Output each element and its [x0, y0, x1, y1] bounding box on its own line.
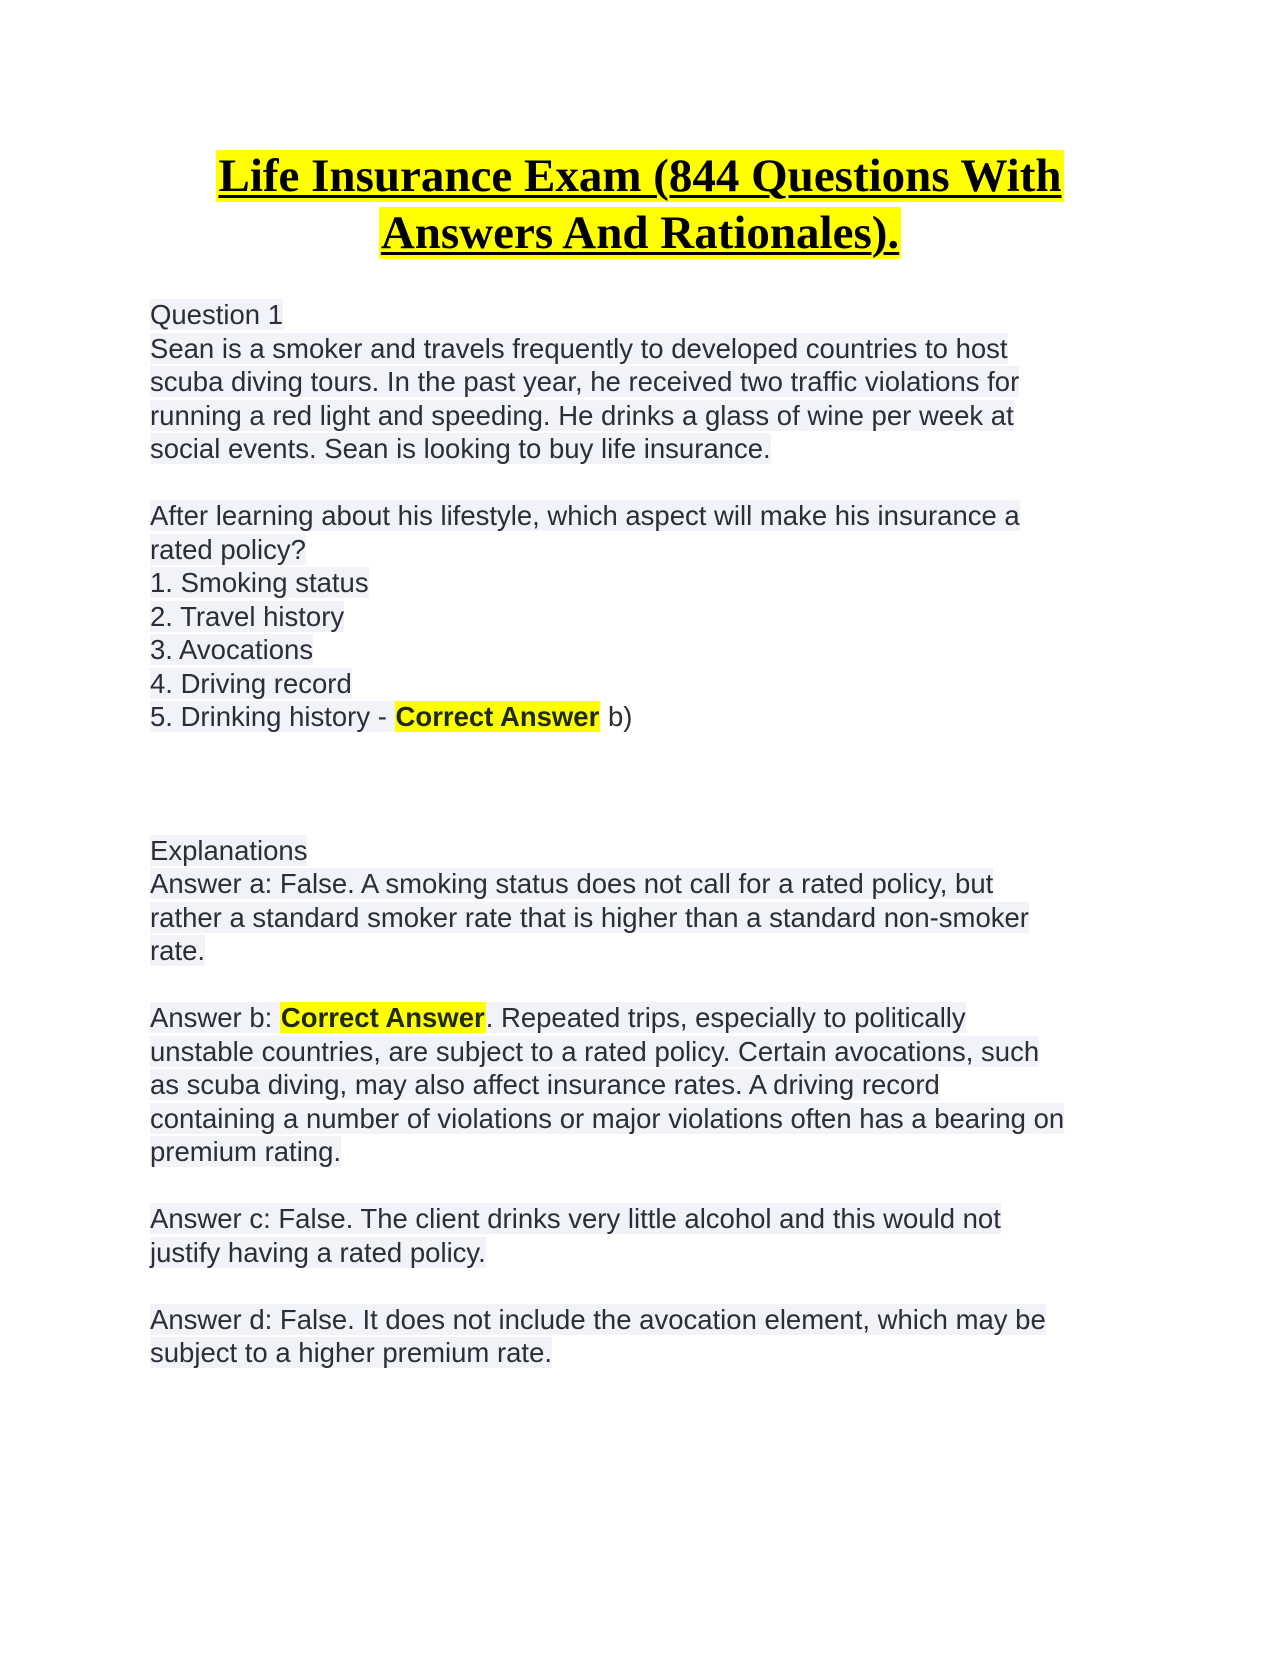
question-label: Question 1 — [150, 299, 284, 330]
document-title-continued — [100, 205, 1180, 262]
answer-b-prefix: Answer b: — [150, 1002, 280, 1033]
answer-b-line — [150, 1001, 1150, 1035]
title-line-2: Answers And Rationales). — [380, 207, 900, 259]
option-item: 4. Driving record — [150, 667, 352, 699]
option-item: 3. Avocations — [150, 634, 314, 665]
correct-answer-highlight: Correct Answer — [395, 701, 600, 732]
scenario-line: social events. Sean is looking to buy life insurance. — [150, 433, 771, 464]
scenario-line: running a red light and speeding. He drinks a glass of wine per week at — [150, 399, 1014, 431]
scenario-line: Sean is a smoker and travels frequently to developed countries to host — [150, 332, 1008, 364]
answer-b-line: containing a number of violations or major violations often has a bearing on — [150, 1102, 1065, 1134]
answer-a-line: rather a standard smoker rate that is higher than a standard non-smoker — [150, 901, 1029, 933]
option-item: 2. Travel history — [150, 600, 345, 632]
answer-c-line: Answer c: False. The client drinks very little alcohol and this would not — [150, 1203, 1001, 1234]
answer-b-line: unstable countries, are subject to a rated policy. Certain avocations, such — [150, 1035, 1040, 1067]
question-label-line — [150, 298, 1150, 332]
scenario-line: scuba diving tours. In the past year, he received two traffic violations for — [150, 366, 1020, 397]
answer-a-line: Answer a: False. A smoking status does not call for a rated policy, but — [150, 868, 994, 899]
answer-a-line: rate. — [150, 935, 206, 966]
option-item: 1. Smoking status — [150, 567, 369, 598]
answer-d-line: Answer d: False. It does not include the avocation element, which may be — [150, 1303, 1046, 1335]
prompt-line: rated policy? — [150, 533, 306, 565]
answer-b-line: premium rating. — [150, 1136, 342, 1167]
document-body — [150, 298, 1150, 1370]
answer-d-line: subject to a higher premium rate. — [150, 1337, 552, 1368]
explanations-heading: Explanations — [150, 834, 308, 866]
correct-answer-choice: b) — [600, 701, 633, 732]
answer-b-correct-highlight: Correct Answer — [280, 1002, 485, 1033]
explanations-heading-line — [150, 834, 1150, 868]
answer-c-line: justify having a rated policy. — [150, 1236, 486, 1268]
option-item-last — [150, 700, 1150, 734]
answer-b-line: as scuba diving, may also affect insurance rates. A driving record — [150, 1069, 940, 1100]
document-title — [100, 148, 1180, 205]
prompt-line: After learning about his lifestyle, which aspect will make his insurance a — [150, 500, 1020, 531]
last-option-text: 5. Drinking history - — [150, 701, 395, 732]
answer-b-first-rest: . Repeated trips, especially to politically — [485, 1002, 966, 1033]
title-line-1: Life Insurance Exam (844 Questions With — [218, 150, 1062, 202]
